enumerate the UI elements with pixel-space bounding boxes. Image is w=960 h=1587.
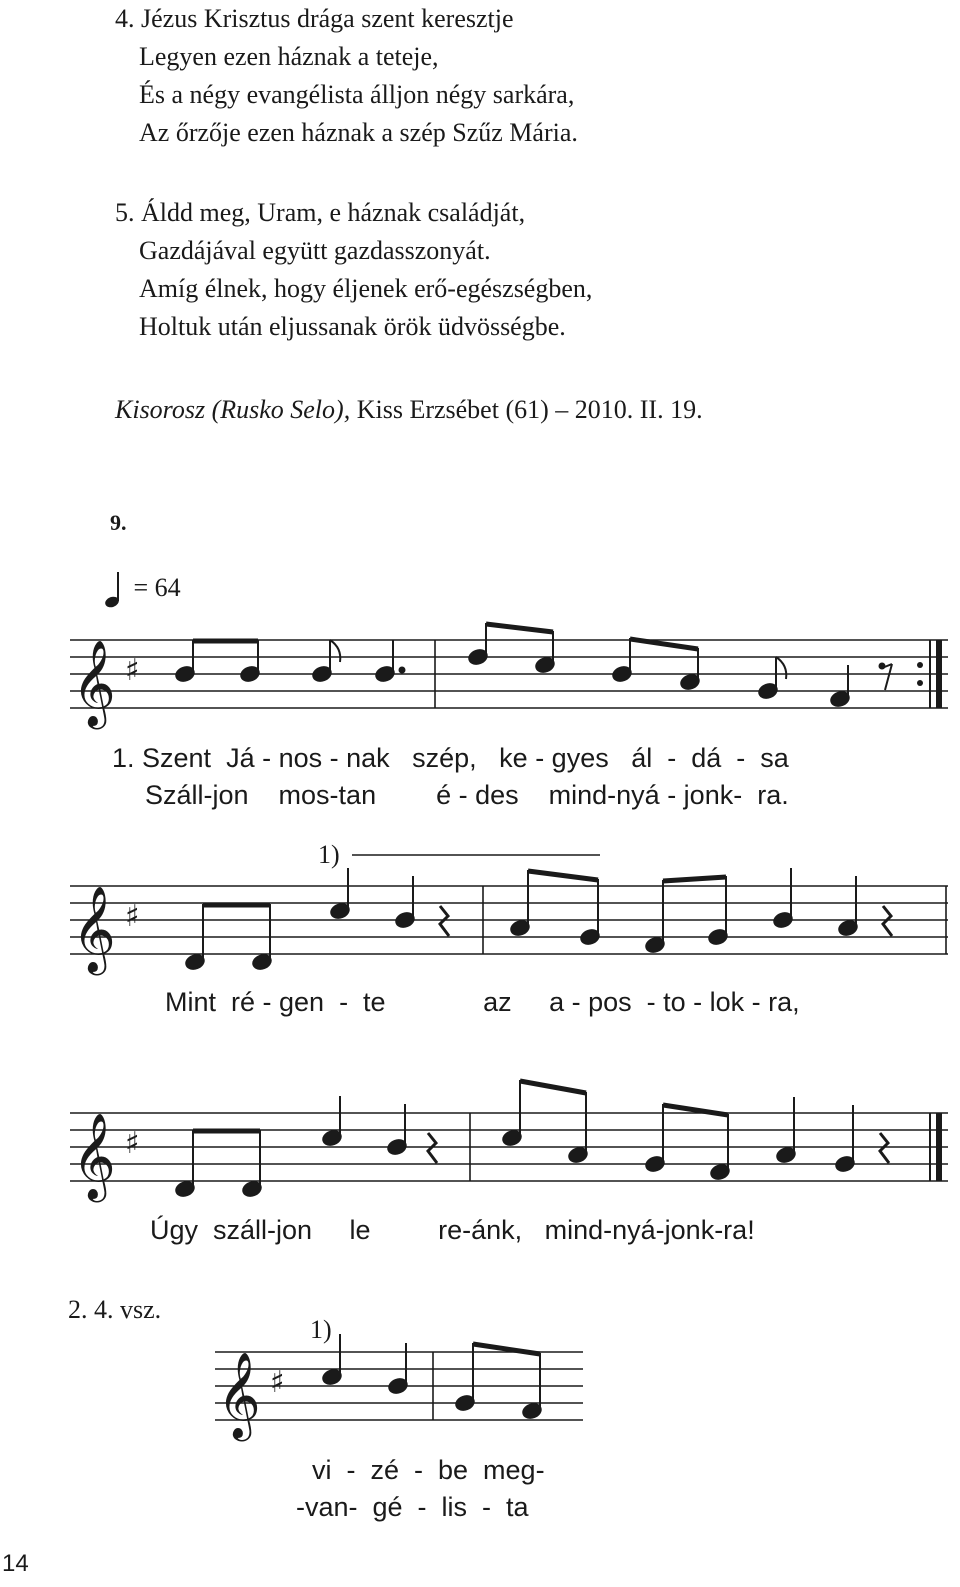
verse-4 bbox=[115, 0, 578, 152]
quarter-rest-icon bbox=[883, 906, 892, 936]
verse-line: 4. Jézus Krisztus drága szent keresztje bbox=[115, 4, 514, 33]
sharp-icon: ♯ bbox=[125, 653, 140, 688]
verse-line: Az őrzője ezen háznak a szép Szűz Mária. bbox=[139, 118, 578, 147]
sharp-icon: ♯ bbox=[125, 899, 140, 934]
quarter-rest-icon bbox=[428, 1133, 437, 1163]
song-number: 9. bbox=[110, 510, 127, 535]
verse-label: 2. 4. vsz. bbox=[68, 1295, 162, 1324]
treble-clef-icon: 𝄞 bbox=[72, 640, 116, 726]
verse-line: Amíg élnek, hogy éljenek erő-egészségben, bbox=[139, 274, 593, 303]
staff-lines bbox=[70, 640, 948, 708]
staff-system-2 bbox=[0, 860, 960, 980]
tempo-value: = 64 bbox=[133, 572, 181, 602]
verse-5 bbox=[115, 194, 592, 346]
lyrics-line: Mint ré - gen - te az a - pos - to - lok - ra, bbox=[165, 987, 800, 1017]
treble-clef-icon: 𝄞 bbox=[72, 1113, 116, 1199]
quarter-rest-icon bbox=[440, 906, 449, 936]
sharp-icon: ♯ bbox=[125, 1126, 140, 1161]
footnote-bracket bbox=[0, 850, 960, 860]
staff-system-1 bbox=[0, 620, 960, 730]
verse-line: Legyen ezen háznak a teteje, bbox=[139, 42, 439, 71]
lyrics-line: 1. Szent Já - nos - nak szép, ke - gyes ál - dá - sa bbox=[112, 743, 789, 773]
page-number: 14 bbox=[2, 1550, 29, 1577]
footnote-mark: 1) bbox=[310, 1315, 332, 1344]
source-citation bbox=[115, 395, 703, 425]
verse-line: 5. Áldd meg, Uram, e háznak családját, bbox=[115, 198, 526, 227]
verse-line: Gazdájával együtt gazdasszonyát. bbox=[139, 236, 491, 265]
treble-clef-icon: 𝄞 bbox=[72, 886, 116, 972]
staff-alternate bbox=[0, 1330, 960, 1440]
sharp-icon: ♯ bbox=[270, 1365, 285, 1400]
verse-line: Holtuk után eljussanak örök üdvösségbe. bbox=[139, 312, 566, 341]
source-details: Kiss Erzsébet (61) – 2010. II. 19. bbox=[350, 395, 703, 424]
quarter-rest-icon bbox=[880, 1133, 889, 1163]
lyrics-line: -van- gé - lis - ta bbox=[296, 1492, 529, 1522]
treble-clef-icon: 𝄞 bbox=[217, 1352, 261, 1438]
verse-line: És a négy evangélista álljon négy sarkára, bbox=[139, 80, 575, 109]
tempo-marking bbox=[103, 570, 181, 610]
footnote-mark: 1) bbox=[318, 840, 340, 869]
lyrics-line: Száll-jon mos-tan é - des mind-nyá - jonk- ra. bbox=[145, 780, 789, 810]
lyrics-line: vi - zé - be meg- bbox=[312, 1455, 545, 1485]
staff-system-3 bbox=[0, 1075, 960, 1199]
quarter-note-icon bbox=[103, 570, 127, 610]
lyrics-line: Úgy száll-jon le re-ánk, mind-nyá-jonk-ra! bbox=[150, 1215, 755, 1245]
eighth-rest-icon bbox=[879, 663, 892, 690]
source-place: Kisorosz (Rusko Selo), bbox=[115, 395, 351, 424]
